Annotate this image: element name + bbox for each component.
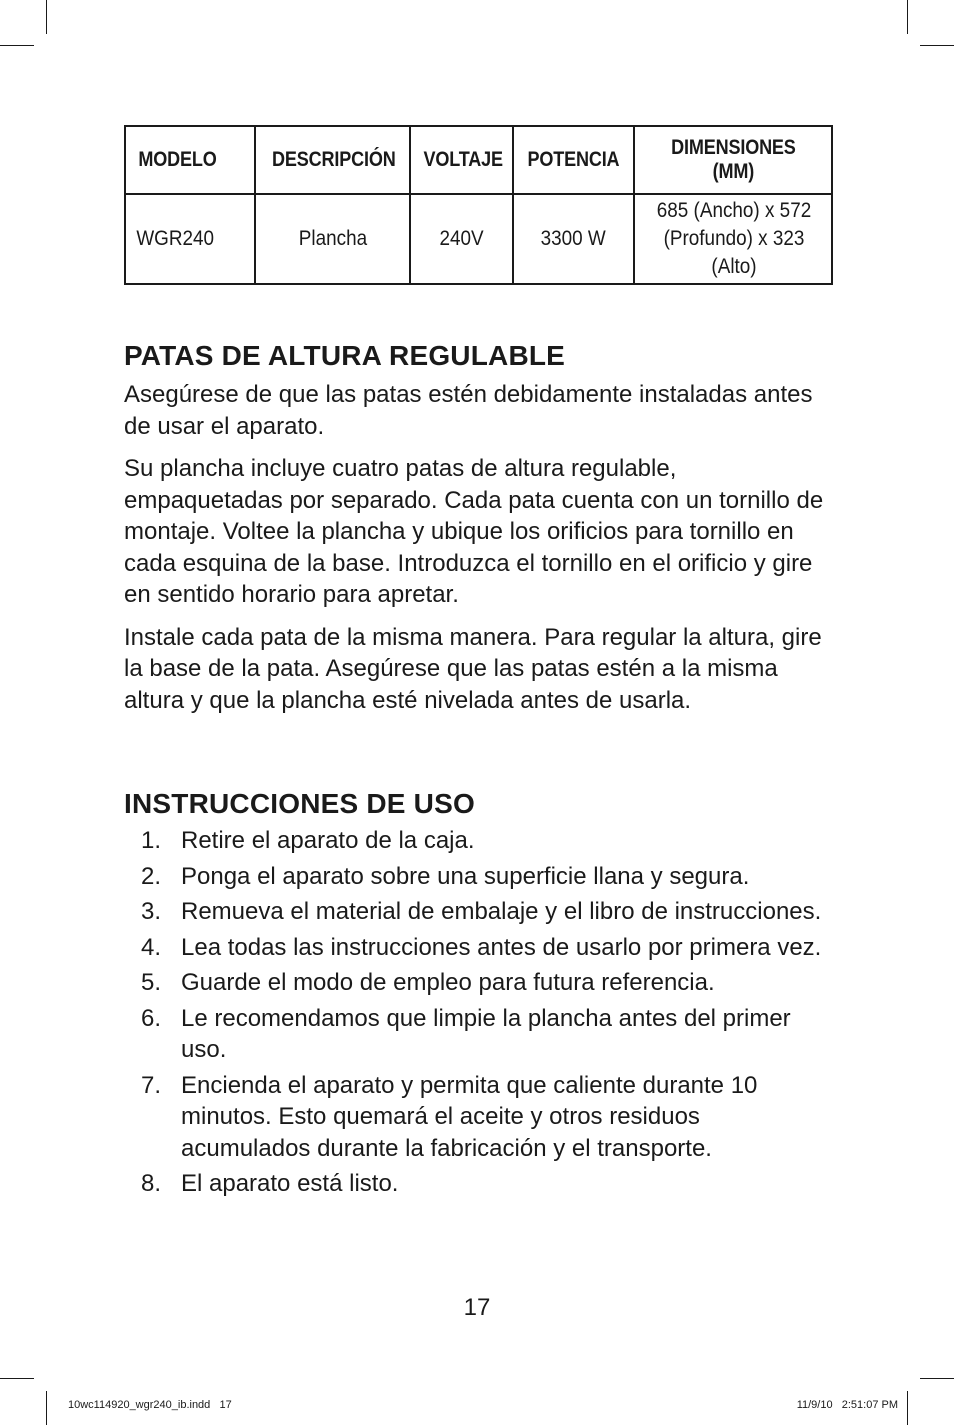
step-number: 1. [141, 827, 162, 854]
spec-table [124, 125, 833, 285]
list-item [124, 1070, 834, 1165]
crop-mark [46, 0, 47, 34]
cell-power: 3300 W [513, 194, 634, 284]
cell-description: Plancha [255, 194, 410, 284]
header-descripcion: DESCRIPCIÓN [255, 126, 410, 194]
header-voltaje: VOLTAJE [410, 126, 513, 194]
step-text: Guarde el modo de empleo para futura referencia. [181, 969, 715, 996]
step-number: 5. [141, 969, 162, 996]
paragraph: Instale cada pata de la misma manera. Para regular la altura, gire la base de la pata. Asegúrese que las patas estén a la misma altura y que la plancha esté nivelada antes de usarla. [124, 623, 822, 714]
step-number: 2. [141, 862, 162, 890]
step-text: Le recomendamos que limpie la plancha antes del primer uso. [181, 1004, 791, 1063]
section-heading: PATAS DE ALTURA REGULABLE [124, 340, 566, 371]
step-number: 3. [141, 898, 162, 925]
slug-filename: 10wc114920_wgr240_ib.indd 17 [68, 1399, 232, 1411]
paragraph: Asegúrese de que las patas estén debidamente instaladas antes de usar el aparato. [124, 381, 813, 440]
header-dimensiones: DIMENSIONES (MM) [634, 126, 832, 194]
list-item [124, 1168, 834, 1200]
step-text: Encienda el aparato y permita que caliente durante 10 minutos. Esto quemará el aceite y otros residuos acumulados durante la fabricación y el transporte. [181, 1071, 758, 1162]
crop-mark [907, 0, 908, 34]
step-text: Retire el aparato de la caja. [181, 827, 475, 854]
paragraph: Su plancha incluye cuatro patas de altura regulable, empaquetadas por separado. Cada pata cuenta con un tornillo de montaje. Voltee la plancha y ubique los orificios para tornillo en cada esquina de la base. Introduzca el tornillo en el orificio y gire en sentido horario para apretar. [124, 455, 824, 608]
cell-model: WGR240 [125, 194, 255, 284]
crop-mark [0, 1378, 34, 1379]
crop-mark [46, 1391, 47, 1425]
list-item [124, 825, 834, 857]
section-instructions [124, 787, 834, 1200]
list-item [124, 896, 834, 928]
header-potencia: POTENCIA [513, 126, 634, 194]
crop-mark [0, 45, 34, 46]
cell-dimensions: 685 (Ancho) x 572 (Profundo) x 323 (Alto) [634, 194, 832, 284]
cell-voltage: 240V [410, 194, 513, 284]
list-item [124, 967, 834, 999]
section-heading: INSTRUCCIONES DE USO [124, 788, 475, 819]
step-text: Lea todas las instrucciones antes de usarlo por primera vez. [181, 933, 822, 961]
step-text: El aparato está listo. [181, 1170, 399, 1197]
table-header-row [125, 126, 832, 194]
header-modelo: MODELO [125, 126, 255, 194]
section-adjustable-legs [124, 339, 834, 716]
step-number: 6. [141, 1004, 162, 1032]
step-text: Remueva el material de embalaje y el libro de instrucciones. [181, 898, 822, 925]
list-item [124, 1003, 834, 1066]
step-number: 7. [141, 1071, 162, 1099]
table-row [125, 194, 832, 284]
list-item [124, 861, 834, 893]
crop-mark [920, 45, 954, 46]
crop-mark [920, 1378, 954, 1379]
step-number: 4. [141, 933, 162, 961]
crop-mark [907, 1391, 908, 1425]
page-number: 17 [463, 1294, 491, 1321]
step-text: Ponga el aparato sobre una superficie llana y segura. [181, 862, 750, 890]
steps-list [124, 825, 834, 1200]
slug-datetime: 11/9/10 2:51:07 PM [796, 1399, 898, 1411]
step-number: 8. [141, 1170, 162, 1197]
list-item [124, 932, 834, 964]
